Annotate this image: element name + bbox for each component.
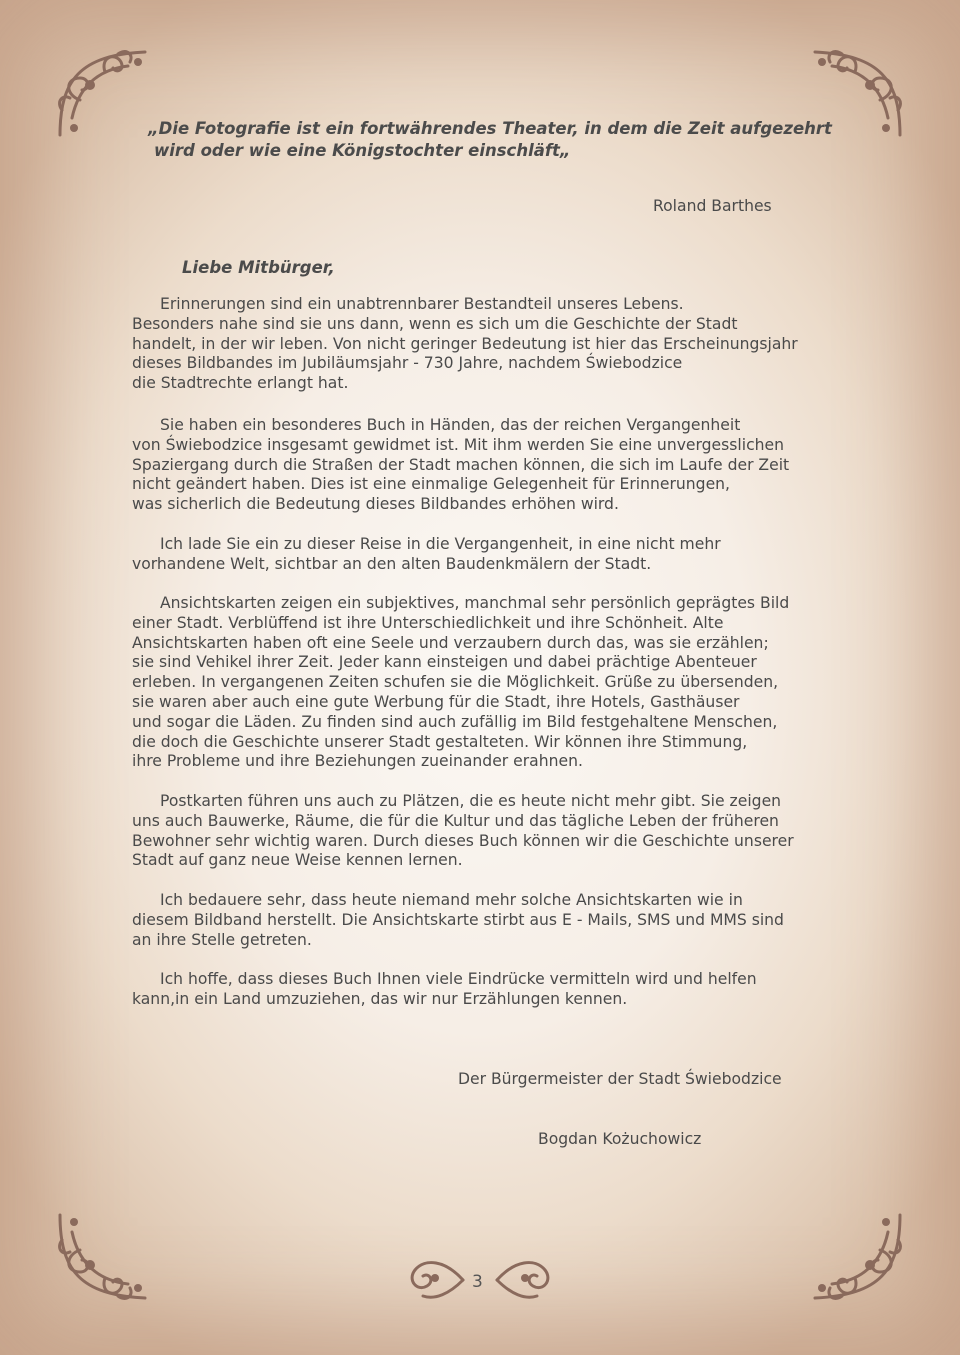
- signature-name: Bogdan Kożuchowicz: [538, 1130, 702, 1148]
- text-line: kann,in ein Land umzuziehen, das wir nur Erzählungen kennen.: [132, 989, 628, 1008]
- text-line: von Świebodzice insgesamt gewidmet ist. Mit ihm werden Sie eine unvergesslichen: [132, 435, 784, 454]
- corner-ornament-bottom-right: [800, 1200, 910, 1310]
- paragraph: [132, 891, 784, 950]
- text-line: sie sind Vehikel ihrer Zeit. Jeder kann einsteigen und dabei prächtige Abenteuer: [132, 653, 757, 672]
- text-line: nicht geändert haben. Dies ist eine einmalige Gelegenheit für Erinnerungen,: [132, 475, 731, 494]
- text-line: Ich lade Sie ein zu dieser Reise in die Vergangenheit, in eine nicht mehr: [160, 535, 721, 553]
- text-line: Ansichtskarten zeigen ein subjektives, manchmal sehr persönlich geprägtes Bild: [160, 594, 790, 612]
- paragraph: [132, 416, 789, 515]
- text-line: Sie haben ein besonderes Buch in Händen, das der reichen Vergangenheit: [160, 416, 741, 434]
- text-line: die Stadtrechte erlangt hat.: [132, 374, 349, 393]
- quote-author: Roland Barthes: [653, 197, 772, 215]
- text-line: ihre Probleme und ihre Beziehungen zueinander erahnen.: [132, 752, 583, 771]
- paragraph: [132, 970, 757, 1010]
- text-line: Bewohner sehr wichtig waren. Durch dieses Buch können wir die Geschichte unserer: [132, 831, 794, 850]
- paragraph: [132, 535, 721, 575]
- paragraph: [132, 295, 798, 394]
- text-line: handelt, in der wir leben. Von nicht geringer Bedeutung ist hier das Erscheinungsjahr: [132, 334, 798, 353]
- signature-title: Der Bürgermeister der Stadt Świebodzice: [458, 1070, 782, 1088]
- text-line: die doch die Geschichte unserer Stadt gestalteten. Wir können ihre Stimmung,: [132, 732, 748, 751]
- text-line: Ich hoffe, dass dieses Buch Ihnen viele Eindrücke vermitteln wird und helfen: [160, 970, 757, 988]
- text-line: dieses Bildbandes im Jubiläumsjahr - 730 Jahre, nachdem Świebodzice: [132, 354, 683, 373]
- page-number: 3: [472, 1272, 483, 1292]
- text-line: vorhandene Welt, sichtbar an den alten Baudenkmälern der Stadt.: [132, 554, 652, 573]
- text-line: sie waren aber auch eine gute Werbung für die Stadt, ihre Hotels, Gasthäuser: [132, 692, 740, 711]
- corner-ornament-top-left: [50, 40, 160, 150]
- quote-line: wird oder wie eine Königstochter einschläft„: [154, 141, 571, 160]
- text-line: was sicherlich die Bedeutung dieses Bildbandes erhöhen wird.: [132, 495, 619, 514]
- text-line: und sogar die Läden. Zu finden sind auch zufällig im Bild festgehaltene Menschen,: [132, 712, 778, 731]
- text-line: Stadt auf ganz neue Weise kennen lernen.: [132, 851, 463, 870]
- text-line: einer Stadt. Verblüffend ist ihre Unterschiedlichkeit und ihre Schönheit. Alte: [132, 613, 724, 632]
- corner-ornament-bottom-left: [50, 1200, 160, 1310]
- text-line: Ich bedauere sehr, dass heute niemand mehr solche Ansichtskarten wie in: [160, 891, 743, 909]
- text-line: Spaziergang durch die Straßen der Stadt machen können, die sich im Laufe der Zeit: [132, 455, 790, 474]
- epigraph-quote: [148, 118, 832, 162]
- greeting: Liebe Mitbürger,: [182, 258, 335, 277]
- text-line: Postkarten führen uns auch zu Plätzen, die es heute nicht mehr gibt. Sie zeigen: [160, 792, 782, 810]
- scroll-ornament-right: [493, 1250, 555, 1308]
- text-line: Erinnerungen sind ein unabtrennbarer Bestandteil unseres Lebens.: [160, 295, 684, 313]
- text-line: Ansichtskarten haben oft eine Seele und verzaubern durch das, was sie erzählen;: [132, 633, 769, 652]
- quote-line: „Die Fotografie ist ein fortwährendes Theater, in dem die Zeit aufgezehrt: [148, 119, 832, 138]
- text-line: uns auch Bauwerke, Räume, die für die Kultur und das tägliche Leben der früheren: [132, 811, 779, 830]
- text-line: erleben. In vergangenen Zeiten schufen sie die Möglichkeit. Grüße zu übersenden,: [132, 673, 779, 692]
- scroll-ornament-left: [405, 1250, 467, 1308]
- text-line: Besonders nahe sind sie uns dann, wenn es sich um die Geschichte der Stadt: [132, 314, 738, 333]
- text-line: diesem Bildband herstellt. Die Ansichtskarte stirbt aus E - Mails, SMS und MMS sind: [132, 910, 784, 929]
- paragraph: [132, 792, 794, 871]
- paragraph: [132, 594, 789, 772]
- text-line: an ihre Stelle getreten.: [132, 930, 312, 949]
